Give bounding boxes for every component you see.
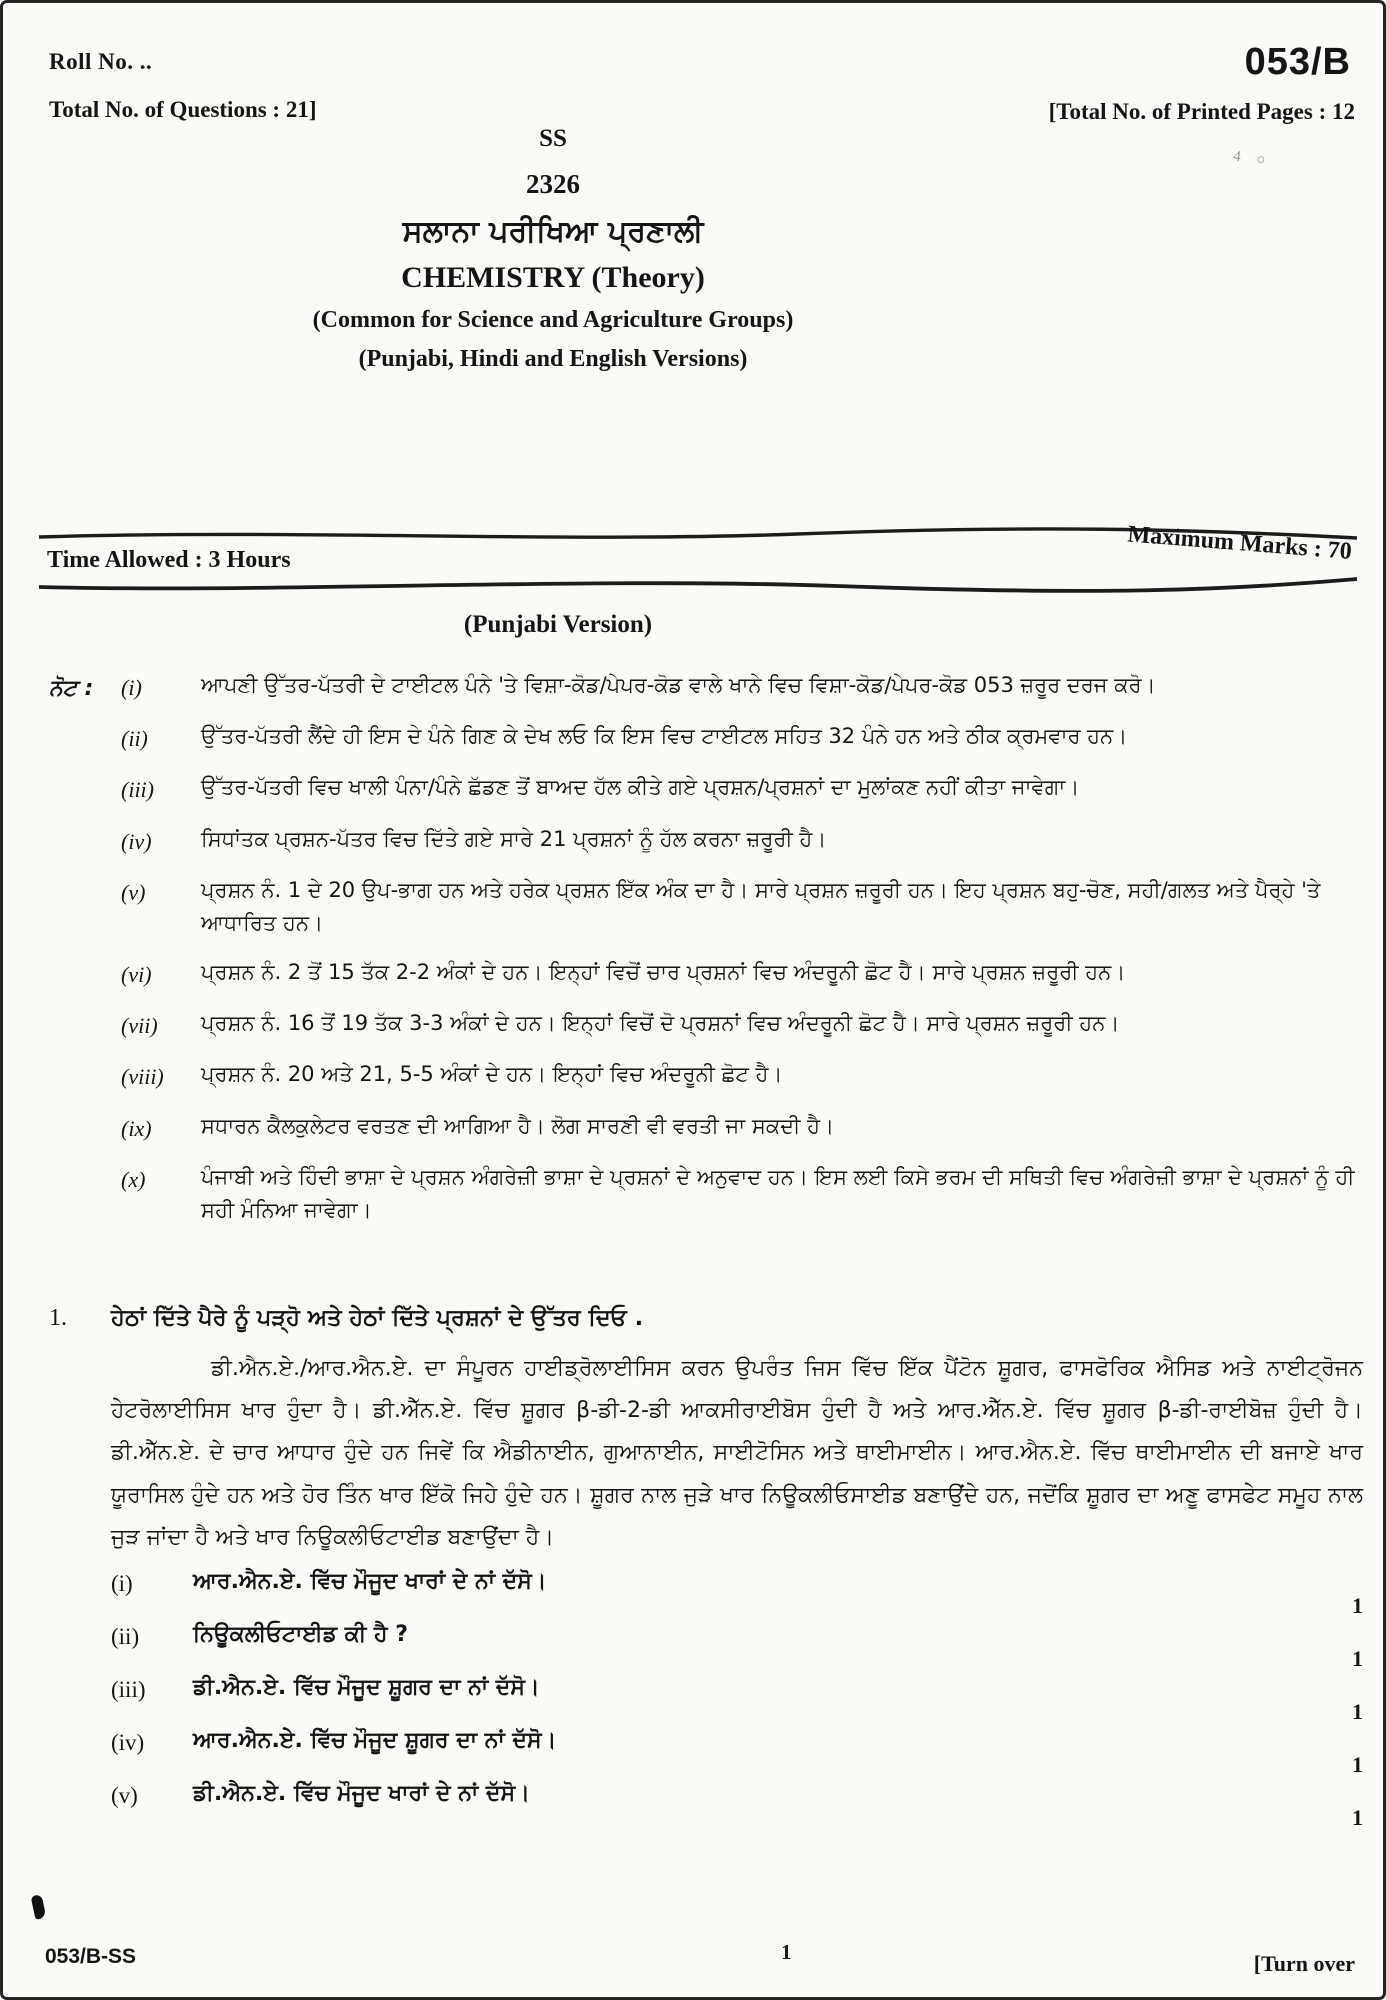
sub-question-number: (i) [111,1571,133,1597]
notes-section [49,669,1363,1243]
subtitle-versions: (Punjabi, Hindi and English Versions) [358,346,748,372]
sub-question-text: ਡੀ.ਐਨ.ਏ. ਵਿੱਚ ਮੌਜੂਦ ਸ਼ੂਗਰ ਦਾ ਨਾਂ ਦੱਸੋ। [193,1675,540,1701]
sub-question-number: (iv) [111,1730,145,1756]
note-item [121,874,1363,941]
note-number: (i) [121,675,142,700]
note-item [121,1110,1363,1146]
sub-question-number: (ii) [111,1624,140,1650]
note-text: ਪ੍ਰਸ਼ਨ ਨੰ. 16 ਤੋਂ 19 ਤੱਕ 3-3 ਅੰਕਾਂ ਦੇ ਹਨ। ਇਨ੍ਹਾਂ ਵਿਚੋਂ ਦੋ ਪ੍ਰਸ਼ਨਾਂ ਵਿਚ ਅੰਦਰੂਨੀ ਛੋਟ ਹੈ। ਸਾਰੇ ਪ੍ਰਸ਼ਨ ਜ਼ਰੂਰੀ ਹਨ। [201,1011,1120,1036]
sub-question [111,1622,1363,1675]
sub-questions [111,1569,1363,1834]
subject-title: CHEMISTRY (Theory) [401,261,705,294]
note-number: (iv) [121,828,152,854]
note-number: (vii) [121,1013,158,1039]
question-number: 1. [49,1305,67,1331]
question-paragraph: ਡੀ.ਐਨ.ਏ./ਆਰ.ਐਨ.ਏ. ਦਾ ਸੰਪੂਰਨ ਹਾਈਡ੍ਰੋਲਾਈਸਿਸ ਕਰਨ ਉਪਰੰਤ ਜਿਸ ਵਿੱਚ ਇੱਕ ਪੈਂਟੋਨ ਸ਼ੂਗਰ, ਫਾਸਫੋਰਿਕ ਐਸਿਡ ਅਤੇ ਨਾਈਟ੍ਰੋਜਨ ਹੇਟਰੋਲਾਈਸਿਸ ਖਾਰ ਹੁੰਦਾ ਹੈ। ਡੀ.ਐੱਨ.ਏ. ਵਿੱਚ ਸ਼ੂਗਰ β-ਡੀ-2-ਡੀ ਆਕਸੀਰਾਈਬੋਸ ਹੁੰਦੀ ਹੈ ਅਤੇ ਆਰ.ਐੱਨ.ਏ. ਵਿੱਚ ਸ਼ੂਗਰ β-ਡੀ-ਰਾਈਬੋਜ਼ ਹੁੰਦੀ ਹੈ। ਡੀ.ਐੱਨ.ਏ. ਦੇ ਚਾਰ ਆਧਾਰ ਹੁੰਦੇ ਹਨ ਜਿਵੇਂ ਕਿ ਐਡੀਨਾਈਨ, ਗੁਆਨਾਈਨ, ਸਾਈਟੋਸਿਨ ਅਤੇ ਥਾਈਮਾਈਨ। ਆਰ.ਐਨ.ਏ. ਵਿੱਚ ਥਾਈਮਾਈਨ ਦੀ ਬਜਾਏ ਖਾਰ ਯੂਰਾਸਿਲ ਹੁੰਦੇ ਹਨ ਅਤੇ ਹੋਰ ਤਿੰਨ ਖਾਰ ਇੱਕੋ ਜਿਹੇ ਹੁੰਦੇ ਹਨ। ਸ਼ੂਗਰ ਨਾਲ ਜੁੜੇ ਖਾਰ ਨਿਊਕਲੀਓਸਾਈਡ ਬਣਾਉਂਦੇ ਹਨ, ਜਦੋਂਕਿ ਸ਼ੂਗਰ ਦਾ ਅਣੂ ਫਾਸਫੇਟ ਸਮੂਹ ਨਾਲ ਜੁੜ ਜਾਂਦਾ ਹੈ ਅਤੇ ਖਾਰ ਨਿਊਕਲੀਓਟਾਈਡ ਬਣਾਉਂਦਾ ਹੈ। [111,1356,1363,1550]
subtitle-groups: (Common for Science and Agriculture Groups) [312,307,794,333]
marks-value: 1 [1352,1593,1363,1619]
maximum-marks-label: Maximum Marks : 70 [1127,521,1353,565]
question-1 [49,1305,1363,1834]
paper-number: 2326 [526,169,580,199]
marks-value: 1 [1352,1646,1363,1672]
notes-list [49,669,1363,1228]
note-number: (x) [121,1166,146,1192]
note-item [121,669,1363,705]
total-questions-label: Total No. of Questions : 21] [49,97,317,122]
note-number: (ix) [121,1115,152,1141]
sub-question [111,1781,1363,1834]
note-text: ਪ੍ਰਸ਼ਨ ਨੰ. 20 ਅਤੇ 21, 5-5 ਅੰਕਾਂ ਦੇ ਹਨ। ਇਨ੍ਹਾਂ ਵਿਚ ਅੰਦਰੂਨੀ ਛੋਟ ਹੈ। [201,1062,783,1087]
footer-turn-over: [Turn over [1253,1951,1355,1976]
note-text: ਸਧਾਰਨ ਕੈਲਕੁਲੇਟਰ ਵਰਤਣ ਦੀ ਆਗਿਆ ਹੈ। ਲੋਗ ਸਾਰਣੀ ਵੀ ਵਰਤੀ ਜਾ ਸਕਦੀ ਹੈ। [201,1113,835,1138]
title-punjabi: ਸਲਾਨਾ ਪਰੀਖਿਆ ਪ੍ਰਣਾਲੀ [402,214,704,249]
note-item [121,823,1363,859]
footer-page-number: 1 [781,1940,792,1964]
note-number: (ii) [121,726,148,752]
note-item [121,956,1363,992]
sub-question [111,1675,1363,1728]
question-heading: ਹੇਠਾਂ ਦਿੱਤੇ ਪੈਰੇ ਨੂੰ ਪੜ੍ਹੋ ਅਤੇ ਹੇਠਾਂ ਦਿੱਤੇ ਪ੍ਰਸ਼ਨਾਂ ਦੇ ਉੱਤਰ ਦਿਓ . [111,1305,644,1331]
note-item [121,1007,1363,1043]
note-text: ਉੱਤਰ-ਪੱਤਰੀ ਲੈਂਦੇ ਹੀ ਇਸ ਦੇ ਪੰਨੇ ਗਿਣ ਕੇ ਦੇਖ ਲਓ ਕਿ ਇਸ ਵਿਚ ਟਾਈਟਲ ਸਹਿਤ 32 ਪੰਨੇ ਹਨ ਅਤੇ ਠੀਕ ਕ੍ਰਮਵਾਰ ਹਨ। [201,724,1128,749]
title-block [3,125,1103,373]
sub-question-text: ਨਿਊਕਲੀਓਟਾਈਡ ਕੀ ਹੈ ? [193,1622,408,1648]
note-text: ਪੰਜਾਬੀ ਅਤੇ ਹਿੰਦੀ ਭਾਸ਼ਾ ਦੇ ਪ੍ਰਸ਼ਨ ਅੰਗਰੇਜ਼ੀ ਭਾਸ਼ਾ ਦੇ ਪ੍ਰਸ਼ਨਾਂ ਦੇ ਅਨੁਵਾਦ ਹਨ। ਇਸ ਲਈ ਕਿਸੇ ਭਰਮ ਦੀ ਸਥਿਤੀ ਵਿਚ ਅੰਗਰੇਜ਼ੀ ਭਾਸ਼ਾ ਦੇ ਪ੍ਰਸ਼ਨਾਂ ਨੂੰ ਹੀ ਸਹੀ ਮੰਨਿਆ ਜਾਵੇਗਾ। [201,1164,1355,1223]
question-1-heading-row [49,1305,1363,1332]
note-item [121,771,1363,807]
note-item [121,720,1363,756]
note-number: (viii) [121,1064,164,1090]
note-item [121,1058,1363,1094]
note-text: ਸਿਧਾਂਤਕ ਪ੍ਰਸ਼ਨ-ਪੱਤਰ ਵਿਚ ਦਿੱਤੇ ਗਏ ਸਾਰੇ 21 ਪ੍ਰਸ਼ਨਾਂ ਨੂੰ ਹੱਲ ਕਰਨਾ ਜ਼ਰੂਰੀ ਹੈ। [201,826,827,851]
footer-paper-code: 053/B-SS [45,1945,137,1968]
note-number: (iii) [121,777,154,803]
note-number: (v) [121,879,146,905]
note-text: ਆਪਣੀ ਉੱਤਰ-ਪੱਤਰੀ ਦੇ ਟਾਈਟਲ ਪੰਨੇ 'ਤੇ ਵਿਸ਼ਾ-ਕੋਡ/ਪੇਪਰ-ਕੋਡ ਵਾਲੇ ਖਾਨੇ ਵਿਚ ਵਿਸ਼ਾ-ਕੋਡ/ਪੇਪਰ-ਕੋਡ 053 ਜ਼ਰੂਰ ਦਰਜ ਕਰੋ। [201,673,1156,697]
note-text: ਪ੍ਰਸ਼ਨ ਨੰ. 1 ਦੇ 20 ਉਪ-ਭਾਗ ਹਨ ਅਤੇ ਹਰੇਕ ਪ੍ਰਸ਼ਨ ਇੱਕ ਅੰਕ ਦਾ ਹੈ। ਸਾਰੇ ਪ੍ਰਸ਼ਨ ਜ਼ਰੂਰੀ ਹਨ। ਇਹ ਪ੍ਰਸ਼ਨ ਬਹੁ-ਚੋਣ, ਸਹੀ/ਗਲਤ ਅਤੇ ਪੈਰ੍ਹੇ 'ਤੇ ਆਧਾਰਿਤ ਹਨ। [201,877,1321,936]
notes-label: ਨੋਟ : [49,676,94,701]
sub-question [111,1569,1363,1622]
note-text: ਉੱਤਰ-ਪੱਤਰੀ ਵਿਚ ਖਾਲੀ ਪੰਨਾ/ਪੰਨੇ ਛੱਡਣ ਤੋਂ ਬਾਅਦ ਹੱਲ ਕੀਤੇ ਗਏ ਪ੍ਰਸ਼ਨ/ਪ੍ਰਸ਼ਨਾਂ ਦਾ ਮੁਲਾਂਕਣ ਨਹੀਂ ਕੀਤਾ ਜਾਵੇਗਾ। [201,775,1080,800]
sub-question [111,1728,1363,1781]
marks-value: 1 [1352,1805,1363,1831]
paper-code: 053/B [1244,41,1351,83]
marks-value: 1 [1352,1752,1363,1778]
note-number: (vi) [121,961,152,987]
ink-blob-mark [31,1894,47,1920]
time-marks-bar [37,521,1359,597]
version-heading: (Punjabi Version) [463,611,653,638]
printed-pages-label: [Total No. of Printed Pages : 12 [1048,99,1355,124]
header-left [49,49,317,123]
sub-question-text: ਆਰ.ਐਨ.ਏ. ਵਿੱਚ ਮੌਜੂਦ ਸ਼ੂਗਰ ਦਾ ਨਾਂ ਦੱਸੋ। [193,1728,557,1754]
sub-question-number: (v) [111,1783,138,1809]
time-allowed-label: Time Allowed : 3 Hours [47,547,291,573]
sub-question-number: (iii) [111,1677,146,1703]
roll-no-label: Roll No. .. [49,49,153,74]
stray-pencil-mark: 4 ○ [1231,148,1272,170]
sub-question-text: ਆਰ.ਐਨ.ਏ. ਵਿੱਚ ਮੌਜੂਦ ਖਾਰਾਂ ਦੇ ਨਾਂ ਦੱਸੋ। [193,1569,547,1595]
note-text: ਪ੍ਰਸ਼ਨ ਨੰ. 2 ਤੋਂ 15 ਤੱਕ 2-2 ਅੰਕਾਂ ਦੇ ਹਨ। ਇਨ੍ਹਾਂ ਵਿਚੋਂ ਚਾਰ ਪ੍ਰਸ਼ਨਾਂ ਵਿਚ ਅੰਦਰੂਨੀ ਛੋਟ ਹੈ। ਸਾਰੇ ਪ੍ਰਸ਼ਨ ਜ਼ਰੂਰੀ ਹਨ। [201,959,1126,984]
series-code: SS [539,125,567,152]
note-item [121,1161,1363,1228]
marks-value: 1 [1352,1699,1363,1725]
sub-question-text: ਡੀ.ਐਨ.ਏ. ਵਿੱਚ ਮੌਜੂਦ ਖਾਰਾਂ ਦੇ ਨਾਂ ਦੱਸੋ। [193,1781,530,1807]
